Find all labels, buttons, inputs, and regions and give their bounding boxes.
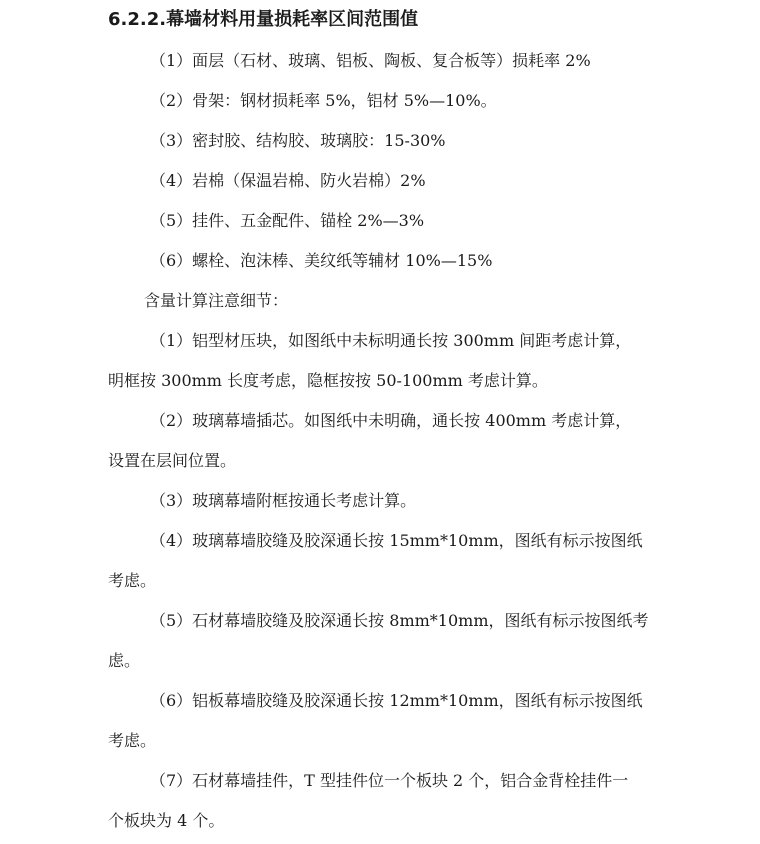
note-item: （6）铝板幕墙胶缝及胶深通长按 12mm*10mm，图纸有标示按图纸 [150,691,643,710]
section-title: 6.2.2.幕墙材料用量损耗率区间范围值 [108,9,419,30]
note-item: （1）铝型材压块，如图纸中未标明通长按 300mm 间距考虑计算， [150,331,632,350]
loss-rate-item: （2）骨架：钢材损耗率 5%，铝材 5%—10%。 [150,91,497,110]
notes-heading: 含量计算注意细节： [144,291,289,310]
note-item: （4）玻璃幕墙胶缝及胶深通长按 15mm*10mm，图纸有标示按图纸 [150,531,643,550]
loss-rate-item: （3）密封胶、结构胶、玻璃胶：15-30% [150,131,446,150]
note-item-continued: 明框按 300mm 长度考虑，隐框按按 50-100mm 考虑计算。 [108,371,548,390]
note-item-continued: 考虑。 [108,571,157,590]
note-item-continued: 个板块为 4 个。 [108,811,225,830]
loss-rate-item: （1）面层（石材、玻璃、铝板、陶板、复合板等）损耗率 2% [150,51,591,70]
note-item: （3）玻璃幕墙附框按通长考虑计算。 [150,491,417,510]
note-item-continued: 考虑。 [108,731,157,750]
note-item: （2）玻璃幕墙插芯。如图纸中未明确，通长按 400mm 考虑计算， [150,411,632,430]
loss-rate-item: （5）挂件、五金配件、锚栓 2%—3% [150,211,425,230]
note-item: （7）石材幕墙挂件，T 型挂件位一个板块 2 个，铝合金背栓挂件一 [150,771,629,790]
note-item-continued: 虑。 [108,651,141,670]
loss-rate-item: （6）螺栓、泡沫棒、美纹纸等辅材 10%—15% [150,251,493,270]
loss-rate-item: （4）岩棉（保温岩棉、防火岩棉）2% [150,171,426,190]
note-item: （5）石材幕墙胶缝及胶深通长按 8mm*10mm，图纸有标示按图纸考 [150,611,649,630]
note-item-continued: 设置在层间位置。 [108,451,237,470]
